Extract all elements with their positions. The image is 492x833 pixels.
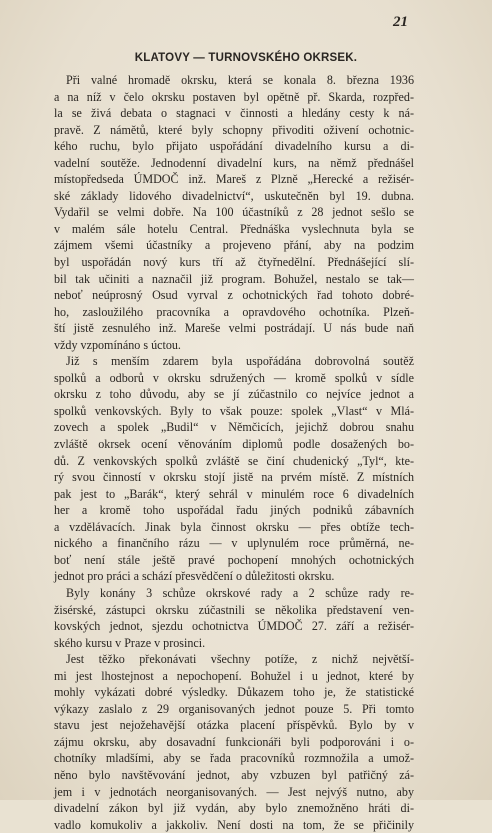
- text-line: okrsku z toho důvodu, aby se jí zúčastnilo co nejvíce jednot a: [54, 387, 414, 402]
- text-line: pravě. Z námětů, které byly schopny přivoditi oživení ochotnic-: [54, 122, 414, 137]
- text-line: stavu jest nejožehavější otázka placení příspěvků. Bylo by v: [54, 718, 414, 733]
- text-line: vždy vzpomínáno s úctou.: [54, 337, 181, 352]
- text-line: divadelní zákon byl již vydán, aby bylo znemožněno hráti di-: [54, 801, 414, 816]
- text-line: vadelní soutěže. Jednodenní divadelní kurs, na němž přednášel: [54, 155, 414, 170]
- text-line: něno bylo navštěvování jednot, aby vzbuzen byl patřičný zá-: [54, 767, 414, 782]
- text-line: mi jest lhostejnost a nepochopení. Bohužel i u jednot, které by: [54, 668, 414, 683]
- text-line: la se živá debata o stagnaci v činnosti a hledány cesty k ná-: [54, 106, 414, 121]
- text-line: Byly konány 3 schůze okrskové rady a 2 schůze rady re-: [66, 585, 414, 600]
- page-number: 21: [393, 14, 408, 30]
- text-line: spolků a odborů v okrsku sdružených — kromě spolků v sídle: [54, 370, 414, 385]
- text-line: her a kromě toho uspořádal řadu jiných podniků zábavních: [54, 503, 414, 518]
- text-line: chotníky mladšími, aby se řada pracovníků rozmnožila a umož-: [54, 751, 414, 766]
- text-line: mohly vykázati dobré výsledky. Důkazem toho je, že statistické: [54, 685, 414, 700]
- text-line: spolků venkovských. Byly to však pouze: spolek „Vlast“ v Mlá-: [54, 403, 414, 418]
- text-line: ští jistě zesnulého inž. Mareše velmi postrádají. U nás bude naň: [54, 321, 414, 336]
- text-line: a vzdělávacích. Jinak byla činnost okrsku — přes obtíže tech-: [54, 519, 414, 534]
- text-line: neboť neúprosný Osud vyrval z ochotnických řad tohoto dobré-: [54, 288, 414, 303]
- text-line: ho, zasloužilého pracovníka a opravdového ochotníka. Plzeň-: [54, 304, 414, 319]
- text-line: zájmu okrsku, aby dosavadní funkcionáři byli podporováni i o-: [54, 734, 414, 749]
- text-line: Jest těžko překonávati všechny potíže, z nichž největší-: [66, 652, 414, 667]
- text-line: zájmem všemi účastníky a projeveno přání, aby na podzim: [54, 238, 414, 253]
- text-line: vadlo komukoliv a jakkoliv. Není dosti na tom, že se přičinily: [54, 817, 414, 832]
- text-line: ské základy lidového divadelnictví“, uskutečněn byl 19. dubna.: [54, 188, 414, 203]
- text-line: byl uspořádán nový kurs tří až čtyřnedělní. Přednášející slí-: [54, 255, 414, 270]
- text-line: rý svou činností v okrsku stojí jistě na prvém místě. Z místních: [54, 470, 414, 485]
- text-line: kého ruchu, bylo přijato uspořádání divadelního kursu a di-: [54, 139, 414, 154]
- text-line: v malém sále hotelu Central. Přednáška vyslechnuta byla se: [54, 221, 414, 236]
- text-line: dů. Z venkovských spolků zvláště se činí chudenický „Tyl“, kte-: [54, 453, 414, 468]
- body-text: [54, 72, 414, 833]
- text-line: jednot pro práci a schází přesvědčení o důležitosti okrsku.: [54, 569, 335, 584]
- text-line: výkazy zaslalo z 29 organisovaných jednot pouze 5. Při tomto: [54, 701, 414, 716]
- text-line: Vydařil se velmi dobře. Na 100 účastníků z 28 jednot sešlo se: [54, 205, 414, 220]
- text-line: zovech a spolek „Budil“ v Němčicích, jejichž dobrou snahu: [54, 420, 414, 435]
- text-line: boť není stále ještě pravé pochopení mnohých ochotnických: [54, 552, 414, 567]
- text-line: místopředseda ÚMDOČ inž. Mareš z Plzně „Herecké a režisér-: [54, 172, 414, 187]
- text-line: zvláště okrsek ocení věnováním diplomů podle dosažených bo-: [54, 437, 414, 452]
- text-line: jem i v jednotách neorganisovaných. — Jest nejvýš nutno, aby: [54, 784, 414, 799]
- text-line: bil tak učiniti a naznačil již program. Bohužel, nestalo se tak—: [54, 271, 414, 286]
- section-heading: KLATOVY — TURNOVSKÉHO OKRSEK.: [134, 52, 358, 64]
- text-line: nického a finančního rázu — v uplynulém roce průměrná, ne-: [54, 536, 414, 551]
- text-line: kovských jednot, sjezdu ochotnictva ÚMDOČ 27. září a režisér-: [54, 619, 414, 634]
- text-line: pak jest to „Barák“, který sehrál v minulém roce 6 divadelních: [54, 486, 414, 501]
- text-line: a na níž v čelo okrsku postaven byl opětně př. Skarda, rozpřed-: [54, 89, 414, 104]
- text-line: Již s menším zdarem byla uspořádána dobrovolná soutěž: [66, 354, 414, 369]
- text-line: ského kursu v Praze v prosinci.: [54, 635, 206, 650]
- text-line: žisérské, zástupci okrsku zúčastnili se několika představení ven-: [54, 602, 414, 617]
- text-line: Při valné hromadě okrsku, která se konala 8. března 1936: [66, 73, 414, 87]
